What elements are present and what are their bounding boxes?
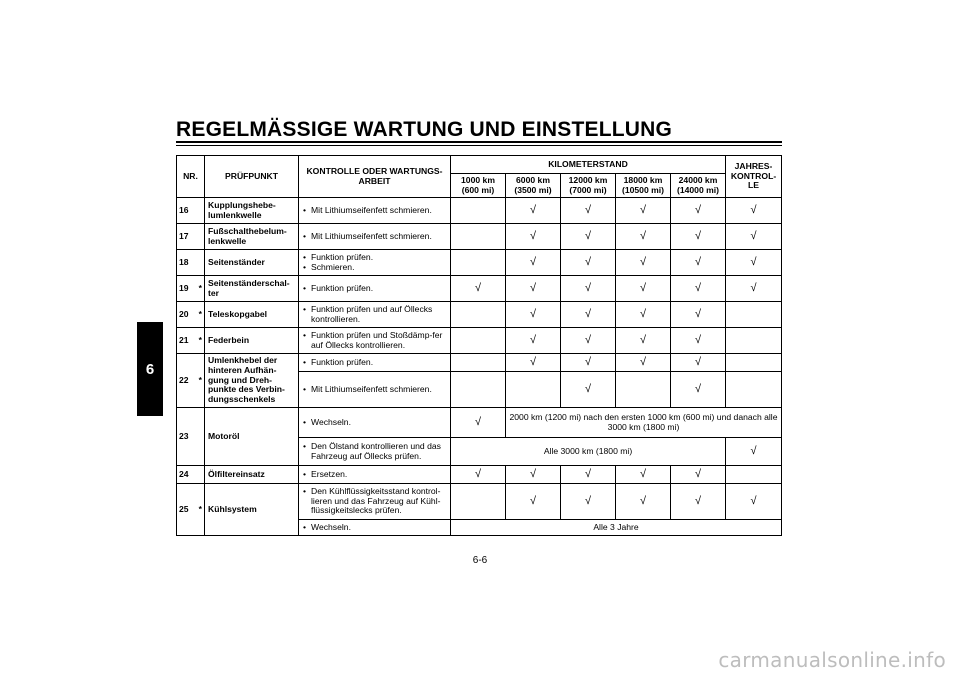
row-number: 22 [177,354,197,408]
interval-cell: √ [616,354,671,372]
task-list [302,305,447,325]
interval-cell [451,224,506,250]
interval-cell: √ [561,198,616,224]
table-row [177,250,782,276]
interval-cell: √ [506,302,561,328]
task-item: • Mit Lithiumseifenfett schmieren. [311,385,447,395]
interval-cell: √ [616,484,671,520]
task-item: • Den Kühlflüssigkeitsstand kontrol-lieren und das Fahrzeug auf Kühl-flüssigkeitslecks prüfen. [311,487,447,517]
interval-cell: √ [671,250,726,276]
row-star-marker: * [197,484,205,536]
interval-cell [451,372,506,408]
interval-cell: √ [671,372,726,408]
table-row [177,466,782,484]
row-star-marker: * [197,302,205,328]
row-number: 18 [177,250,197,276]
interval-cell: √ [561,466,616,484]
interval-cell: √ [561,354,616,372]
row-number: 16 [177,198,197,224]
task-list [302,442,447,462]
task-list [302,418,447,428]
interval-cell: √ [506,224,561,250]
table-row [177,354,782,372]
row-pruefpunkt: Fußschalthebelum-lenkwelle [205,224,299,250]
task-list [302,385,447,395]
interval-cell [726,354,782,372]
task-item: • Mit Lithiumseifenfett schmieren. [311,232,447,242]
row-task [299,466,451,484]
row-pruefpunkt: Teleskopgabel [205,302,299,328]
row-pruefpunkt: Kupplungshebe-lumlenkwelle [205,198,299,224]
row-pruefpunkt: Kühlsystem [205,484,299,536]
task-item: • Wechseln. [311,523,447,533]
row-number: 20 [177,302,197,328]
header-jahreskontrolle: JAHRES-KONTROL-LE [726,156,782,198]
row-task [299,408,451,438]
interval-cell: √ [726,276,782,302]
row-pruefpunkt: Motoröl [205,408,299,466]
interval-cell: √ [671,198,726,224]
interval-cell: √ [506,250,561,276]
interval-cell: √ [726,198,782,224]
interval-cell [451,354,506,372]
row-star-marker [197,224,205,250]
row-pruefpunkt: Umlenkhebel der hinteren Aufhän-gung und Dreh-punkte des Verbin-dungsschenkels [205,354,299,408]
task-item: • Schmieren. [311,263,447,273]
interval-cell: √ [671,354,726,372]
interval-cell: √ [506,354,561,372]
row-task [299,224,451,250]
task-list [302,206,447,216]
row-pruefpunkt: Ölfiltereinsatz [205,466,299,484]
interval-cell: √ [671,328,726,354]
row-star-marker [197,466,205,484]
interval-cell [616,372,671,408]
interval-cell: √ [561,328,616,354]
header-km-12000: 12000 km (7000 mi) [561,174,616,198]
interval-cell: √ [451,408,506,438]
row-task [299,328,451,354]
interval-cell [726,302,782,328]
interval-cell: √ [506,466,561,484]
row-number: 21 [177,328,197,354]
row-task [299,372,451,408]
interval-cell [451,250,506,276]
task-item: • Funktion prüfen. [311,358,447,368]
row-task [299,354,451,372]
interval-cell: √ [616,328,671,354]
row-task [299,198,451,224]
interval-cell [451,302,506,328]
header-kilometerstand: KILOMETERSTAND [451,156,726,174]
interval-text: Alle 3000 km (1800 mi) [451,438,726,466]
interval-cell: √ [671,224,726,250]
interval-cell: √ [671,466,726,484]
row-number: 23 [177,408,197,466]
title-rule-thin [176,145,782,146]
interval-cell: √ [616,466,671,484]
interval-cell: √ [616,224,671,250]
interval-cell: √ [561,224,616,250]
header-nr: NR. [177,156,205,198]
task-list [302,470,447,480]
interval-cell: √ [451,466,506,484]
interval-cell: √ [506,276,561,302]
task-item: • Funktion prüfen. [311,284,447,294]
interval-cell: √ [561,302,616,328]
row-number: 24 [177,466,197,484]
row-task [299,302,451,328]
row-star-marker: * [197,354,205,408]
watermark: carmanualsonline.info [718,648,946,672]
interval-cell: √ [726,484,782,520]
header-pruefpunkt: PRÜFPUNKT [205,156,299,198]
row-star-marker [197,198,205,224]
interval-cell: √ [726,438,782,466]
task-list [302,284,447,294]
header-km-1000: 1000 km (600 mi) [451,174,506,198]
interval-cell [506,372,561,408]
table-row [177,408,782,438]
table-row [177,328,782,354]
row-number: 25 [177,484,197,536]
interval-text: Alle 3 Jahre [451,520,782,536]
table-row [177,224,782,250]
row-task [299,276,451,302]
header-km-18000: 18000 km (10500 mi) [616,174,671,198]
interval-cell: √ [561,276,616,302]
interval-cell: √ [506,484,561,520]
row-star-marker: * [197,328,205,354]
header-km-24000: 24000 km (14000 mi) [671,174,726,198]
row-pruefpunkt: Seitenständerschal-ter [205,276,299,302]
task-list [302,523,447,533]
interval-cell: √ [671,484,726,520]
row-task [299,438,451,466]
task-item: • Funktion prüfen und Stoßdämp-fer auf Öllecks kontrollieren. [311,331,447,351]
row-number: 19 [177,276,197,302]
task-item: • Den Ölstand kontrollieren und das Fahrzeug auf Öllecks prüfen. [311,442,447,462]
page-number: 6-6 [472,555,488,566]
interval-cell: √ [506,328,561,354]
task-list [302,487,447,517]
table-row [177,302,782,328]
interval-cell: √ [506,198,561,224]
interval-cell: √ [671,276,726,302]
task-list [302,232,447,242]
task-item: • Funktion prüfen. [311,253,447,263]
row-task [299,250,451,276]
table-row [177,198,782,224]
interval-cell: √ [561,484,616,520]
chapter-tab: 6 [137,322,163,416]
interval-cell: √ [726,250,782,276]
task-item: • Wechseln. [311,418,447,428]
row-star-marker [197,250,205,276]
task-list [302,253,447,273]
maintenance-table [176,155,782,536]
interval-cell: √ [561,372,616,408]
interval-cell: √ [616,198,671,224]
row-pruefpunkt: Federbein [205,328,299,354]
task-item: • Funktion prüfen und auf Öllecks kontrollieren. [311,305,447,325]
interval-cell: √ [561,250,616,276]
row-star-marker [197,408,205,466]
row-task [299,484,451,520]
interval-cell [726,328,782,354]
table-row [177,276,782,302]
row-star-marker: * [197,276,205,302]
interval-cell: √ [671,302,726,328]
header-kontrolle: KONTROLLE ODER WARTUNGS-ARBEIT [299,156,451,198]
title-rule [176,141,782,143]
row-pruefpunkt: Seitenständer [205,250,299,276]
interval-cell [451,484,506,520]
table-row [177,484,782,520]
interval-cell [726,372,782,408]
task-item: • Ersetzen. [311,470,447,480]
interval-cell [451,198,506,224]
task-list [302,331,447,351]
interval-cell: √ [616,276,671,302]
row-number: 17 [177,224,197,250]
interval-cell: √ [451,276,506,302]
task-item: • Mit Lithiumseifenfett schmieren. [311,206,447,216]
interval-cell [451,328,506,354]
interval-text: 2000 km (1200 mi) nach den ersten 1000 km (600 mi) und danach alle 3000 km (1800 mi) [506,408,782,438]
interval-cell: √ [616,250,671,276]
interval-cell [726,466,782,484]
task-list [302,358,447,368]
page-title: REGELMÄSSIGE WARTUNG UND EINSTELLUNG [176,118,673,141]
interval-cell: √ [726,224,782,250]
interval-cell: √ [616,302,671,328]
row-task [299,520,451,536]
header-km-6000: 6000 km (3500 mi) [506,174,561,198]
